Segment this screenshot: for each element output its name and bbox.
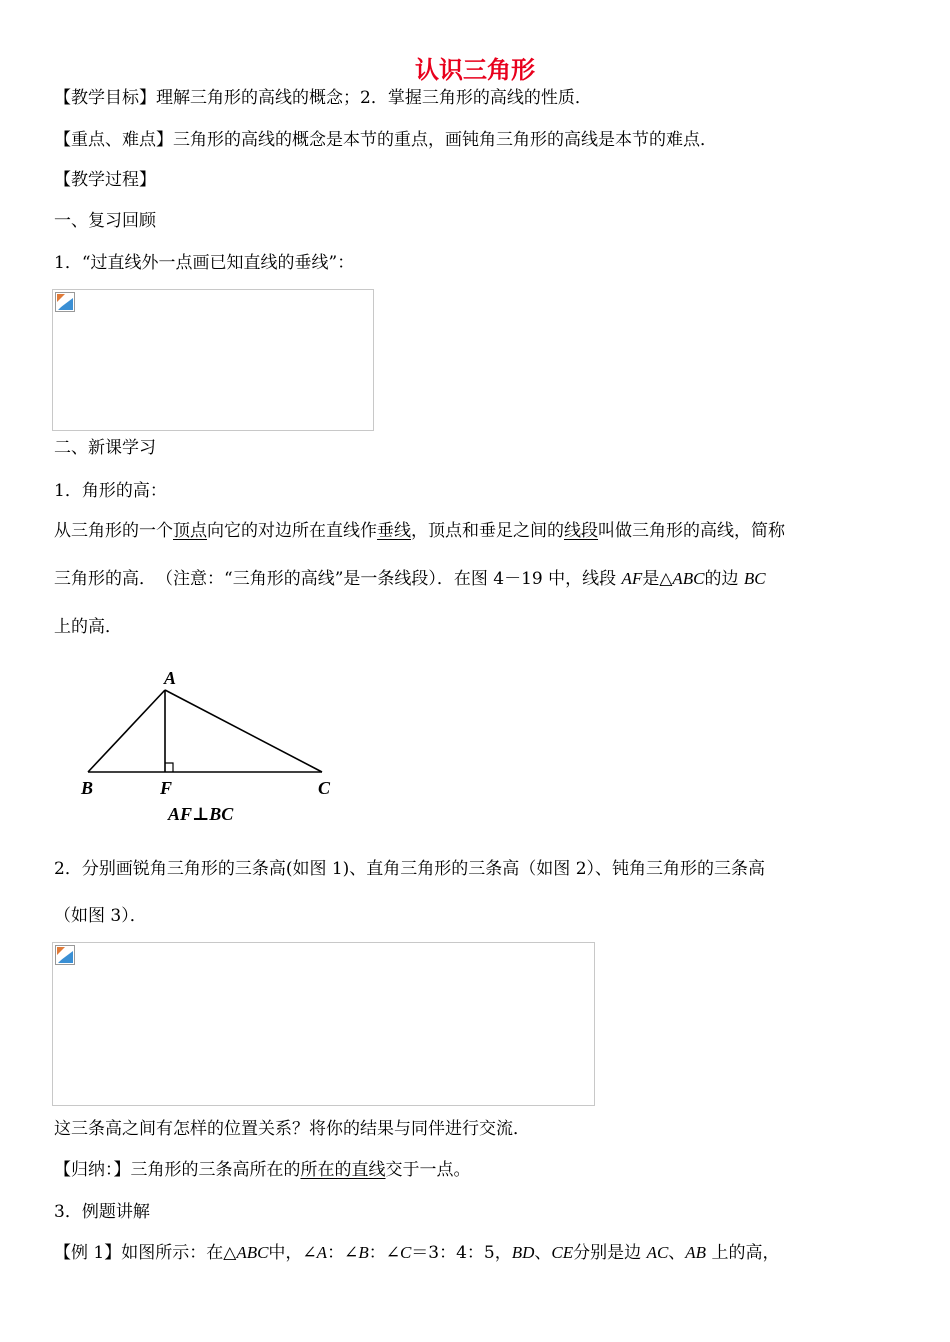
section-new-lesson-heading: 二、新课学习 — [54, 438, 156, 458]
definition-text: 从三角形的一个 — [54, 521, 173, 541]
key-points — [54, 128, 717, 152]
summary-label: 【归纳：】 — [54, 1160, 131, 1180]
side-ac: AC — [646, 1243, 669, 1262]
summary-text: 交于一点。 — [385, 1160, 471, 1180]
key-points-text: 三角形的高线的概念是本节的重点，画钝角三角形的高线是本节的难点． — [173, 130, 717, 150]
definition-text: 三角形的高． （注意：“三角形的高线”是一条线段）．在图 4－19 中，线段 — [54, 569, 622, 589]
key-points-label: 【重点、难点】 — [54, 130, 173, 150]
figure-caption: AF⊥BC — [168, 804, 234, 824]
example-text: 上的高， — [706, 1243, 780, 1263]
item-examples: 3．例题讲解 — [54, 1202, 150, 1222]
triangle-abc: ABC — [236, 1243, 269, 1262]
underlined-vertex: 顶点 — [173, 521, 207, 541]
segment-af: AF — [621, 569, 643, 588]
example-text: 分别是边 — [573, 1243, 647, 1263]
image-placeholder-perpendicular — [52, 289, 374, 431]
underlined-perpendicular: 垂线 — [377, 521, 411, 541]
side-ab: AB — [685, 1243, 707, 1262]
definition-text: 叫做三角形的高线，简称 — [598, 521, 785, 541]
example-text: ：∠ — [368, 1243, 400, 1263]
definition-text: ，顶点和垂足之间的 — [411, 521, 564, 541]
definition-line-2 — [54, 567, 766, 591]
side-ab-line — [88, 690, 165, 772]
example-text: ＝3：4：5， — [411, 1243, 512, 1263]
angle-a: A — [316, 1243, 328, 1262]
triangle-height-figure — [78, 664, 348, 830]
side-ac-line — [165, 690, 322, 772]
item-draw-heights-cont: （如图 3）． — [54, 906, 147, 926]
side-bc: BC — [743, 569, 766, 588]
summary-text: 三角形的三条高所在的 — [130, 1160, 301, 1180]
section-review-heading: 一、复习回顾 — [54, 211, 156, 231]
example-1 — [54, 1241, 779, 1265]
underlined-segment: 线段 — [564, 521, 598, 541]
example-text: 、 — [668, 1243, 686, 1263]
angle-b: B — [358, 1243, 369, 1262]
definition-text: 是△ — [642, 569, 673, 589]
definition-text: 的边 — [704, 569, 744, 589]
definition-line-3: 上的高． — [54, 617, 122, 637]
label-b: B — [81, 778, 94, 798]
segment-bd: BD — [511, 1243, 535, 1262]
page-title: 认识三角形 — [415, 56, 535, 84]
definition-text: 向它的对边所在直线作 — [207, 521, 377, 541]
teaching-goal-label: 【教学目标】 — [54, 88, 156, 108]
teaching-goal — [54, 86, 592, 110]
broken-image-icon — [55, 945, 75, 965]
definition-line-1 — [54, 519, 785, 543]
segment-ce: CE — [551, 1243, 574, 1262]
right-angle-mark — [165, 763, 173, 772]
underlined-line: 所在的直线 — [300, 1160, 386, 1180]
teaching-process-heading: 【教学过程】 — [54, 170, 156, 190]
angle-c: C — [399, 1243, 412, 1262]
example-text: 中，∠ — [268, 1243, 317, 1263]
image-placeholder-three-triangles — [52, 942, 595, 1106]
triangle-abc: ABC — [672, 569, 705, 588]
question-text: 这三条高之间有怎样的位置关系？将你的结果与同伴进行交流． — [54, 1119, 530, 1139]
broken-image-icon — [55, 292, 75, 312]
example-text: 如图所示：在△ — [121, 1243, 237, 1263]
example-text: 、 — [534, 1243, 552, 1263]
teaching-goal-text: 理解三角形的高线的概念；2．掌握三角形的高线的性质． — [156, 88, 592, 108]
example-text: ：∠ — [327, 1243, 359, 1263]
summary — [54, 1158, 471, 1182]
item-triangle-height: 1．角形的高： — [54, 481, 167, 501]
item-perpendicular: 1．“过直线外一点画已知直线的垂线”： — [54, 253, 355, 273]
label-f: F — [160, 778, 173, 798]
label-a: A — [164, 668, 177, 688]
item-draw-heights: 2．分别画锐角三角形的三条高(如图 1)、直角三角形的三条高（如图 2）、钝角三角形的三条高 — [54, 859, 766, 879]
example-label: 【例 1】 — [54, 1243, 122, 1263]
label-c: C — [318, 778, 331, 798]
